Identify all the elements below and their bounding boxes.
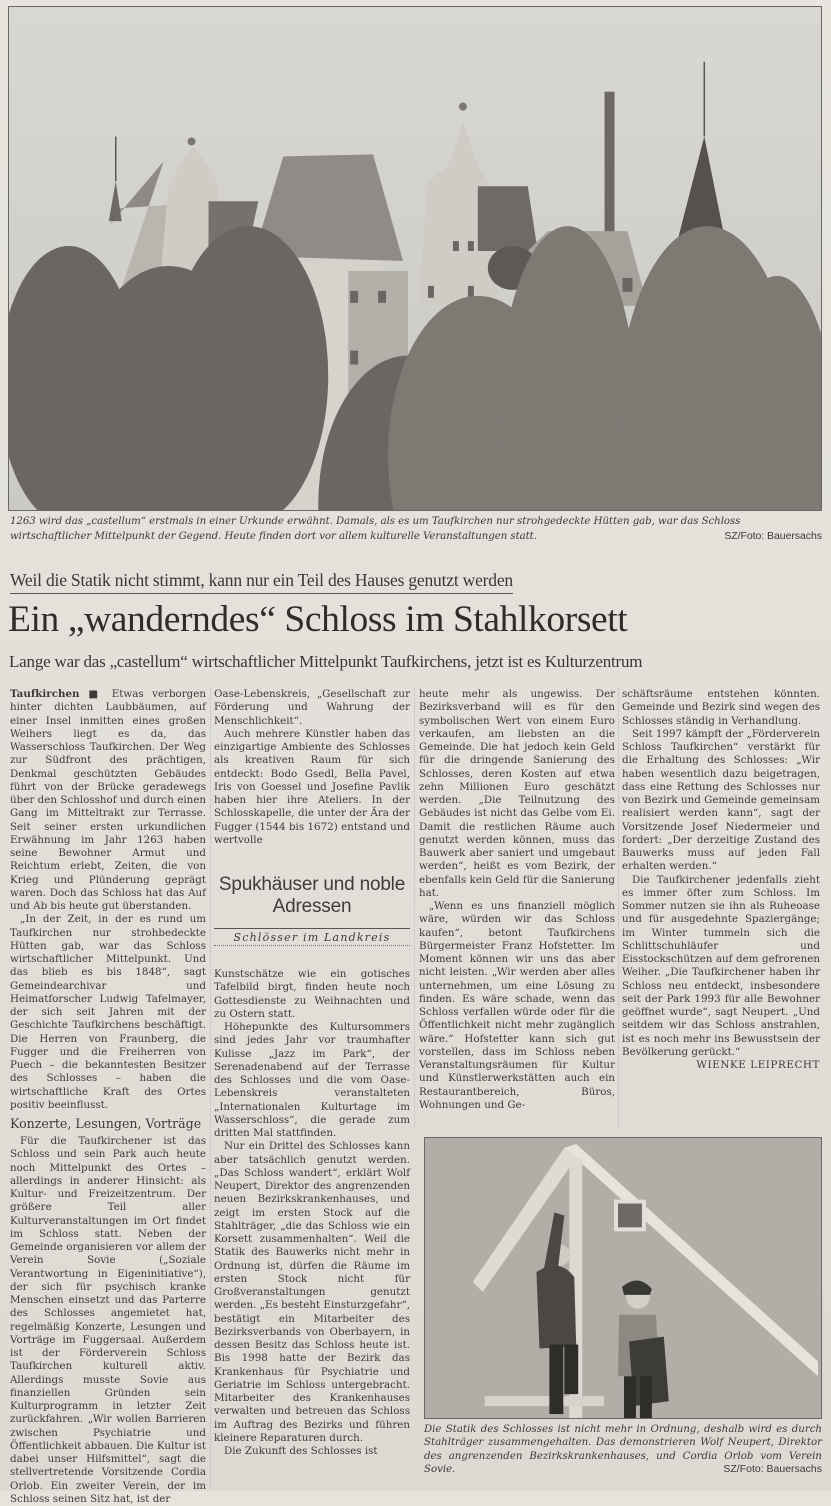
paragraph-text: Etwas verborgen hinter dichten Laubbäumen, auf einer Insel inmitten eines großen Weihers liegt es da, das Wasserschloss Taufkirchen. Der Weg zur Südfront des prächtigen, Denkmal geschützten Gebäudes führt von der Brücke geradewegs über den Schlosshof und durch einen Gang im Mitteltrakt zur Terrasse. Seit seiner ersten urkundlichen Erwähnung im Jahr 1263 haben seine Bewohner Armut und Reichtum erlebt, Zeiten, die von Krieg und Plünderung geprägt waren. Doch das Schloss hat das Auf und Ab bis heute gut überstanden. [10, 688, 206, 912]
paragraph: Oase-Lebenskreis, „Gesellschaft zur Förderung und Wahrung der Menschlichkeit“. [214, 688, 410, 727]
top-photo-caption-text: 1263 wird das „castellum“ erstmals in einer Urkunde erwähnt. Damals, als es um Taufkirchen nur strohgedeckte Hütten gab, war das Schloss wirtschaftlicher Mittelpunkt der Gegend. Heute finden dort vor allem kulturelle Veranstaltungen statt. [10, 516, 741, 542]
article-column-2-continued [214, 968, 410, 1458]
author-byline: WIENKE LEIPRECHT [696, 1059, 820, 1071]
castle-photo-illustration [9, 7, 821, 510]
paragraph: Nur ein Drittel des Schlosses kann aber tatsächlich genutzt werden. „Das Schloss wandert“, erklärt Wolf Neupert, Direktor des angrenzenden neuen Bezirkskrankenhauses, und zeigt im ersten Stock auf die Stahlträger, „die das Schloss wie ein Korsett zusammenhalten“. Weil die Statik des Bauwerks nicht mehr in Ordnung ist, dürfen die Räume im ersten Stock nicht für Großveranstaltungen genutzt werden. „Es besteht Einsturzgefahr“, bestätigt ein Mitarbeiter des Bezirksverbands von Oberbayern, in dessen Besitz das Schloss heute ist. Bis 1998 hatte der Bezirk das Krankenhaus für Psychiatrie und Geriatrie im Schloss untergebracht. Mitarbeiter des Krankenhauses verwalten und betreuen das Schloss im Auftrag des Bezirks und führen kleinere Reparaturen durch. [214, 1140, 410, 1444]
paragraph: Auch mehrere Künstler haben das einzigartige Ambiente des Schlosses als kreativen Raum für sich entdeckt: Bodo Gsedl, Bella Pavel, Iris von Goessel und Josefine Pavlik haben hier ihre Ateliers. In der Schlosskapelle, die unter der Ära der Fugger (1544 bis 1672) entstand und wertvolle [214, 727, 410, 846]
paragraph: „Wenn es uns finanziell möglich wäre, würden wir das Schloss kaufen“, betont Taufkirchens Bürgermeister Franz Hofstetter. Im Moment können wir uns das aber nicht leisten. „Wir werden aber alles unternehmen, um eine Lösung zu finden. Es wäre schade, wenn das Schloss verfallen würde oder für die Öffentlichkeit nicht mehr zugänglich wäre.“ Hofstetter kann sich gut vorstellen, dass im Schloss neben Veranstaltungsräumen für Kultur und Künstlerwerkstätten auch ein Restaurantbereich, Büros, Wohnungen und Ge- [419, 900, 615, 1111]
article-column-2 [214, 688, 410, 847]
article-subhead: Lange war das „castellum“ wirtschaftlicher Mittelpunkt Taufkirchens, jetzt ist es Kulturzentrum [9, 652, 643, 671]
section-subheading: Konzerte, Lesungen, Vorträge [10, 1116, 202, 1131]
paragraph [10, 688, 206, 913]
paragraph: schäftsräume entstehen könnten. Gemeinde und Bezirk sind wegen des Schlosses ständig in Verhandlung. [622, 688, 820, 727]
article-column-1 [10, 688, 206, 1506]
article-column-3 [419, 688, 615, 1112]
bottom-photo-credit: SZ/Foto: Bauersachs [723, 1463, 822, 1476]
series-box-rule [214, 928, 410, 929]
series-box [214, 868, 410, 958]
castle-photo [8, 6, 822, 511]
paragraph: „In der Zeit, in der es rund um Taufkirchen nur strohbedeckte Hütten gab, war das Schloss wirtschaftlicher Mittelpunkt. Und das blieb es bis 1848“, sagt Gemeindearchivar und Heimatforscher Ludwig Tafelmayer, der sich seit Jahren mit der Geschichte Taufkirchens beschäftigt. Die Herren von Fraunberg, die Fugger und die Freiherren von Puech – die bekanntesten Besitzer des Schlosses – haben die wirtschaftliche Kraft des Ortes positiv beeinflusst. [10, 913, 206, 1111]
column-divider [210, 688, 211, 1488]
paragraph: Seit 1997 kämpft der „Förderverein Schloss Taufkirchen“ verstärkt für die Erhaltung des Schlosses: „Wir haben wesentlich dazu beigetragen, dass eine Rettung des Schlosses nur von Bezirk und Gemeinde gemeinsam realisiert werden kann“, sagt der Vorsitzende Josef Niedermeier und fordert: „Der derzeitige Zustand des Bauwerks muss auf jeden Fall erhalten werden.“ [622, 727, 820, 873]
series-box-title: Spukhäuser und noble Adressen [218, 874, 406, 917]
column-divider [618, 688, 619, 1128]
top-photo-caption [10, 514, 822, 544]
article-kicker: Weil die Statik nicht stimmt, kann nur ein Teil des Hauses genutzt werden [10, 570, 513, 594]
paragraph: Die Taufkirchener jedenfalls zieht es immer öfter zum Schloss. Im Sommer nutzen sie ihn als Ruheoase und für ausgedehnte Spaziergänge; im Winter tummeln sich die Schlittschuhläufer und Eisstockschützen auf dem gefrorenen Weiher. „Die Taufkirchener haben ihr Schloss neu entdeckt, insbesondere seit der Park 1993 für alle Bewohner geöffnet wurde“, sagt Neupert. „Und seitdem wir das Schloss anstrahlen, ist es noch mehr ins Bewusstsein der Bevölkerung gerückt.“ [622, 873, 820, 1058]
article-column-4 [622, 688, 820, 1072]
paragraph: Kunstschätze wie ein gotisches Tafelbild birgt, finden heute noch Gottesdienste zu Weihnachten und zu Ostern statt. [214, 968, 410, 1020]
bottom-photo-caption-text: Die Statik des Schlosses ist nicht mehr in Ordnung, deshalb wird es durch Stahlträger zusammengehalten. Das demonstrieren Wolf Neupert, Direktor des angrenzenden Bezirkskrankenhauses, und Cordia Orlob vom Verein Sovie. [424, 1424, 822, 1475]
steel-beam-photo-illustration [425, 1138, 821, 1418]
top-photo-credit: SZ/Foto: Bauersachs [724, 530, 822, 542]
steel-beam-photo [424, 1137, 822, 1419]
dateline: Taufkirchen ■ [10, 688, 104, 700]
bottom-photo-caption [424, 1423, 822, 1476]
article-headline: Ein „wanderndes“ Schloss im Stahlkorsett [8, 599, 628, 640]
paragraph: Für die Taufkirchener ist das Schloss und sein Park auch heute noch Mittelpunkt des Ortes – allerdings in anderer Hinsicht: als Kultur- und Freizeitzentrum. Der größere Teil aller Kulturveranstaltungen im Ort findet im Schloss statt. Neben der Gemeinde organisieren vor allem der Verein Sovie („Soziale Verantwortung in Eigeninitiative“), der sich für psychisch kranke Menschen einsetzt und das Parterre des Schlosses angemietet hat, regelmäßig Konzerte, Lesungen und Vorträge im Fuggersaal. Außerdem ist der Förderverein Schloss Taufkirchen kulturell aktiv. Allerdings musste Sovie aus finanziellen Gründen sein Kulturprogramm in letzter Zeit zurückfahren. „Wir wollen Barrieren zwischen Psychiatrie und Öffentlichkeit abbauen. Die Kultur ist dabei unser Hilfsmittel“, sagt die stellvertretende Vorsitzende Cordia Orlob. Ein zweiter Verein, der im Schloss seinen Sitz hat, ist der [10, 1135, 206, 1505]
paragraph: heute mehr als ungewiss. Der Bezirksverband will es für den symbolischen Wert von einem Euro verkaufen, am liebsten an die Gemeinde. Die hat jedoch kein Geld für die dringende Sanierung des Schlosses, deren Kosten auf etwa zehn Millionen Euro geschätzt werden. „Die Teilnutzung des Gebäudes ist nicht das Gelbe vom Ei. Damit die restlichen Räume auch genutzt werden können, muss das Bauwerk aber saniert und umgebaut werden“, heißt es vom Bezirk, der ebenfalls kein Geld für die Sanierung hat. [419, 688, 615, 899]
paragraph: Die Zukunft des Schlosses ist [224, 1445, 378, 1457]
paragraph: Höhepunkte des Kultursommers sind jedes Jahr vor traumhafter Kulisse „Jazz im Park“, der Serenadenabend auf der Terrasse des Schlosses und die vom Oase-Lebenskreis veranstalteten „Internationalen Kulturtage im Wasserschloss“, die gerade zum dritten Mal stattfinden. [214, 1021, 410, 1139]
series-box-subtitle: Schlösser im Landkreis [214, 931, 410, 946]
column-divider [414, 688, 415, 1128]
